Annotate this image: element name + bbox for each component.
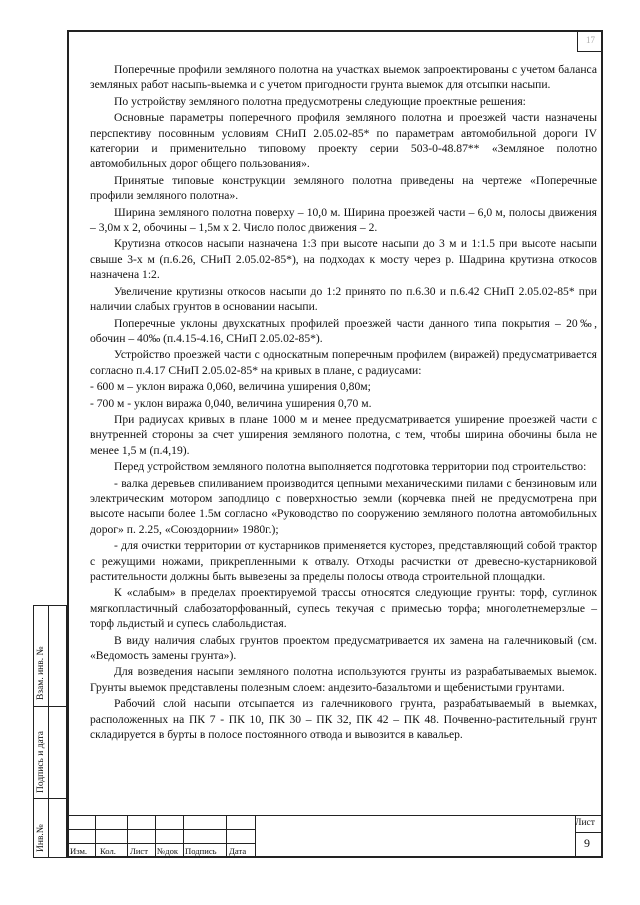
- list-item: - валка деревьев спиливанием производится цепными механическими пилами с бензиновым или электрическим мотором заподлицо с поверхностью земли (корчевка пней не предусмотрена при высоте насыпи более 1.5м согласно «Руководство по сооружению земляного полотна автомобильных дорог» п. 2.25, «Союздорнии» 1980г.);: [90, 476, 597, 536]
- list-item: - 700 м - уклон виража 0,040, величина уширения 0,70 м.: [90, 396, 372, 410]
- paragraph: Поперечные уклоны двухскатных профилей проезжей части данного типа покрытия – 20‰, обочин – 40‰ (п.4.15-4.16, СНиП 2.05.02-85*).: [90, 316, 597, 345]
- paragraph: Ширина земляного полотна поверху – 10,0 м. Ширина проезжей части – 6,0 м, полосы движения – 3,0м х 2, обочины – 1,5м х 2. Число полос движения – 2.: [90, 205, 597, 235]
- inv-label: Инв.№: [36, 824, 46, 852]
- page-corner-mark: 17: [577, 30, 603, 52]
- paragraph: Принятые типовые конструкции земляного полотна приведены на чертеже «Поперечные профили земляного полотна».: [90, 173, 597, 203]
- document-body: [90, 62, 597, 743]
- signature-date-label: Подпись и дата: [36, 730, 46, 793]
- paragraph: В виду наличия слабых грунтов проектом предусматривается их замена на галечниковый (см. «Ведомость замены грунта»).: [90, 633, 597, 663]
- vzam-label: Взам. инв. №: [36, 646, 46, 700]
- paragraph: Рабочий слой насыпи отсыпается из галечникового грунта, разрабатываемый в выемках, расположенных на ПК 7 - ПК 10, ПК 30 – ПК 32, ПК 42 – ПК 48. Почвенно-растительный грунт складируется в бурты в полосе постоянного отвода и вывозится в кавальер.: [90, 697, 597, 742]
- col-kol: Кол.: [100, 846, 116, 856]
- paragraph: Устройство проезжей части с односкатным поперечным профилем (виражей) предусматривается согласно п.4.17 СНиП 2.05.02-85* на кривых в плане, с радиусами:: [90, 348, 597, 377]
- sheet-number: 9: [584, 836, 590, 850]
- col-list: Лист: [130, 846, 148, 856]
- paragraph: Для возведения насыпи земляного полотна используются грунты из разрабатываемых выемок. Грунты выемок представлены полезным слоем: андезито-базальтоми и щебенистыми грунтами.: [90, 665, 597, 694]
- paragraph: Поперечные профили земляного полотна на участках выемок запроектированы с учетом баланса земляных работ насыпь-выемка и с учетом пригодности грунта выемок для отсыпки насыпи.: [90, 63, 597, 92]
- paragraph: По устройству земляного полотна предусмотрены следующие проектные решения:: [114, 94, 526, 108]
- paragraph: К «слабым» в пределах проектируемой трассы относятся следующие грунты: торф, суглинок мягкопластичный слабозаторфованный, супесь текучая с примесью торфа; многолетнемерзлые – торф льдистый и супесь слабольдистая.: [90, 586, 597, 631]
- title-block: [67, 815, 603, 858]
- paragraph: Перед устройством земляного полотна выполняется подготовка территории под строительство:: [114, 460, 587, 474]
- list-item: - 600 м – уклон виража 0,060, величина уширения 0,80м;: [90, 380, 371, 394]
- paragraph: Увеличение крутизны откосов насыпи до 1:2 принято по п.6.30 и п.6.42 СНиП 2.05.02-85* при наличии слабых грунтов в основании насыпи.: [90, 284, 597, 314]
- list-item: - для очистки территории от кустарников применяется кусторез, представляющий собой трактор с режущими ножами, прикрепленными к отвалу. Отходы расчистки от древесно-кустарниковой растительности должны быть вывезены за пределы полосы отвода строительной площадки.: [90, 539, 597, 583]
- sheet-label: Лист: [575, 818, 595, 828]
- col-ndok: №док: [157, 846, 179, 856]
- paragraph: Крутизна откосов насыпи назначена 1:3 при высоте насыпи до 3 м и 1:1.5 при высоте насыпи свыше 3-х м (п.6.26, СНиП 2.05.02-85*), на подходах к мосту через р. Шадрина крутизна откосов назначена 1:2.: [90, 237, 597, 282]
- col-podpis: Подпись: [185, 846, 217, 856]
- paragraph: Основные параметры поперечного профиля земляного полотна и проезжей части назначены перспективу посовнным условиям СНиП 2.05.02-85* по параметрам автомобильной дороги IV категории и применительно типовому проекту серии 503-0-48.87** «Земляное полотно автомобильных дорог общего пользования».: [90, 111, 597, 171]
- col-izm: Изм.: [70, 846, 88, 856]
- col-data: Дата: [229, 846, 247, 856]
- paragraph: При радиусах кривых в плане 1000 м и менее предусматривается уширение проезжей части с внутренней стороны за счет уширения земляного полотна, с тем, чтобы ширина обочины была не менее 1,5 м (п.4,19).: [90, 412, 597, 457]
